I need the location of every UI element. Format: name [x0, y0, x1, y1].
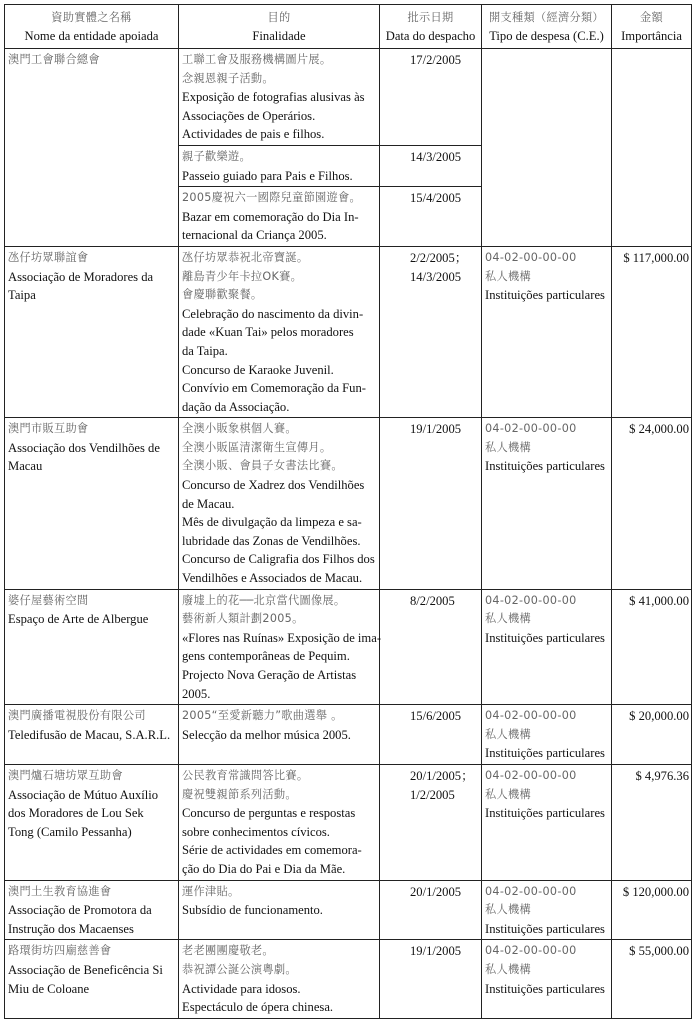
cell-line: 15/4/2005	[410, 191, 462, 206]
cell-line: 2005“至愛新聽力”歌曲選舉 。	[182, 709, 343, 723]
purpose-cell	[179, 764, 380, 880]
table-row	[5, 49, 692, 146]
table-row	[5, 880, 692, 940]
cell-line: 2005.	[182, 686, 211, 701]
cell-line: Associação dos Vendilhões de	[8, 440, 160, 455]
cell-line: 氹仔坊眾聯誼會	[8, 250, 89, 264]
table-row	[5, 764, 692, 880]
cell-line: Celebração do nascimento da divin-	[182, 306, 364, 321]
cell-line: 廢墟上的花──北京當代圖像展。	[182, 593, 346, 607]
cell-line: 澳門土生教育協進會	[8, 884, 112, 898]
cell-line: Convívio em Comemoração da Fun-	[182, 381, 366, 396]
header-pt: Nome da entidade apoiada	[24, 29, 159, 43]
table-row	[5, 705, 692, 765]
type-cell	[482, 764, 612, 880]
cell-line: 2/2/2005；	[410, 250, 468, 265]
type-cell	[482, 49, 612, 247]
purpose-cell	[179, 940, 380, 1018]
cell-line: ternacional da Criança 2005.	[182, 228, 327, 243]
cell-line: 會慶聯歡聚餐。	[182, 288, 263, 302]
cell-line: de Macau.	[182, 496, 235, 511]
cell-line: Associação de Promotora da	[8, 903, 152, 918]
cell-line: Concurso de Caligrafia dos Filhos dos	[182, 552, 375, 567]
cell-line: 04-02-00-00-00	[485, 884, 577, 898]
purpose-cell	[179, 246, 380, 417]
cell-line: lubridade das Zonas de Vendilhões.	[182, 533, 361, 548]
type-cell	[482, 705, 612, 765]
table-row	[5, 418, 692, 589]
entity-cell	[5, 705, 179, 765]
header-zh: 開支種類（經濟分類）	[489, 11, 604, 24]
cell-line: 04-02-00-00-00	[485, 593, 577, 607]
cell-line: 19/1/2005	[410, 422, 462, 437]
cell-line: Bazar em comemoração do Dia In-	[182, 209, 359, 224]
amount-cell	[612, 589, 692, 705]
amount-value: $ 41,000.00	[629, 593, 689, 608]
cell-line: Teledifusão de Macau, S.A.R.L.	[8, 727, 171, 742]
cell-line: 私人機構	[485, 269, 531, 283]
amount-value: $ 20,000.00	[629, 709, 689, 724]
cell-line: Actividades de pais e filhos.	[182, 127, 325, 142]
cell-line: 離島青少年卡拉OK賽。	[182, 269, 303, 283]
cell-line: 氹仔坊眾恭祝北帝寶誕。	[182, 250, 309, 264]
cell-line: Projecto Nova Geração de Artistas	[182, 668, 357, 682]
amount-cell	[612, 49, 692, 247]
cell-line: Passeio guiado para Pais e Filhos.	[182, 168, 353, 183]
header-pt: Tipo de despesa (C.E.)	[489, 29, 604, 43]
date-cell	[380, 764, 482, 880]
purpose-cell	[179, 705, 380, 765]
cell-line: 工聯工會及服務機構圖片展。	[182, 53, 332, 66]
cell-line: 14/3/2005	[410, 149, 462, 164]
cell-line: 私人機構	[485, 962, 531, 976]
amount-cell	[612, 940, 692, 1018]
purpose-cell	[179, 49, 380, 146]
date-cell	[380, 246, 482, 417]
cell-line: gens contemporâneas de Pequim.	[182, 649, 350, 664]
cell-line: Espaço de Arte de Albergue	[8, 612, 149, 627]
cell-line: 20/1/2005	[410, 884, 462, 899]
date-cell	[380, 880, 482, 940]
cell-line: Associação de Moradores da	[8, 269, 154, 284]
cell-line: «Flores nas Ruínas» Exposição de ima-	[182, 630, 382, 645]
cell-line: 老老團團慶敬老。	[182, 944, 274, 958]
cell-line: 路環街坊四廟慈善會	[8, 944, 112, 958]
amount-cell	[612, 418, 692, 589]
cell-line: 藝術新人類計劃2005。	[182, 612, 304, 626]
header-row	[5, 5, 692, 49]
amount-cell	[612, 880, 692, 940]
cell-line: Macau	[8, 459, 43, 474]
cell-line: 親子歡樂遊。	[182, 149, 251, 163]
table-row	[5, 940, 692, 1018]
date-cell	[380, 940, 482, 1018]
cell-line: 1/2/2005	[410, 787, 455, 802]
type-cell	[482, 246, 612, 417]
date-cell	[380, 49, 482, 146]
entity-cell	[5, 764, 179, 880]
header-zh: 資助實體之名稱	[51, 11, 132, 24]
amount-value: $ 117,000.00	[623, 250, 689, 265]
subsidy-table	[4, 4, 692, 1019]
cell-line: 私人機構	[485, 440, 531, 454]
cell-line: 澳門廣播電視股份有限公司	[8, 709, 146, 723]
purpose-cell	[179, 880, 380, 940]
purpose-cell	[179, 187, 380, 247]
cell-line: 8/2/2005	[410, 593, 455, 608]
cell-line: Instituições particulares	[485, 746, 605, 761]
cell-line: Associação de Beneficência Si	[8, 962, 163, 977]
table-row	[5, 589, 692, 705]
table-row	[5, 246, 692, 417]
cell-line: 婆仔屋藝術空間	[8, 593, 89, 607]
entity-cell	[5, 49, 179, 247]
cell-line: 全澳小販象棋個人賽。	[182, 422, 297, 436]
amount-value: $ 55,000.00	[629, 944, 689, 959]
cell-line: dade «Kuan Tai» pelos moradores	[182, 325, 354, 340]
purpose-cell	[179, 145, 380, 186]
date-cell	[380, 705, 482, 765]
cell-line: 20/1/2005；	[410, 768, 474, 783]
cell-line: dação da Associação.	[182, 399, 290, 414]
purpose-cell	[179, 418, 380, 589]
header-pt: Finalidade	[252, 29, 306, 43]
cell-line: Taipa	[8, 288, 36, 303]
type-cell	[482, 418, 612, 589]
purpose-cell	[179, 589, 380, 705]
cell-line: 私人機構	[485, 727, 531, 741]
cell-line: 04-02-00-00-00	[485, 709, 577, 723]
header-zh: 批示日期	[407, 11, 454, 24]
cell-line: 恭祝譚公誕公演粵劇。	[182, 962, 297, 976]
cell-line: 私人機構	[485, 903, 531, 917]
cell-line: 04-02-00-00-00	[485, 944, 577, 958]
cell-line: Vendilhões e Associados de Macau.	[182, 571, 363, 586]
cell-line: Instituições particulares	[485, 921, 605, 936]
amount-value: $ 24,000.00	[629, 422, 689, 437]
cell-line: 澳門爐石塘坊眾互助會	[8, 768, 123, 782]
cell-line: Exposição de fotografias alusivas às	[182, 90, 365, 105]
amount-cell	[612, 764, 692, 880]
cell-line: 念親恩親子活動。	[182, 71, 274, 85]
cell-line: Concurso de perguntas e respostas	[182, 806, 356, 821]
cell-line: Subsídio de funcionamento.	[182, 903, 323, 918]
cell-line: Selecção da melhor música 2005.	[182, 727, 351, 742]
cell-line: Instituições particulares	[485, 806, 605, 821]
amount-value: $ 4,976.36	[635, 768, 689, 783]
entity-cell	[5, 418, 179, 589]
cell-line: Concurso de Karaoke Juvenil.	[182, 362, 334, 377]
header-zh: 目的	[267, 11, 291, 24]
cell-line: 04-02-00-00-00	[485, 250, 577, 264]
amount-cell	[612, 705, 692, 765]
header-entity	[5, 5, 179, 49]
cell-line: Instituições particulares	[485, 459, 605, 474]
cell-line: ção do Dia do Pai e Dia da Mãe.	[182, 861, 346, 876]
date-cell	[380, 187, 482, 247]
cell-line: Série de actividades em comemora-	[182, 843, 362, 858]
cell-line: dos Moradores de Lou Sek	[8, 806, 144, 821]
cell-line: Mês de divulgação da limpeza e sa-	[182, 515, 362, 530]
cell-line: 私人機構	[485, 787, 531, 801]
date-cell	[380, 418, 482, 589]
cell-line: 私人機構	[485, 612, 531, 626]
cell-line: 04-02-00-00-00	[485, 768, 577, 782]
cell-line: Associações de Operários.	[182, 108, 316, 123]
header-pt: Data do despacho	[385, 29, 476, 43]
cell-line: 全澳小販、會員子女書法比賽。	[182, 459, 343, 473]
header-type	[482, 5, 612, 49]
cell-line: 15/6/2005	[410, 709, 462, 724]
date-cell	[380, 589, 482, 705]
cell-line: 公民教育常識問答比賽。	[182, 768, 309, 782]
type-cell	[482, 880, 612, 940]
entity-cell	[5, 880, 179, 940]
cell-line: Actividade para idosos.	[182, 981, 301, 996]
cell-line: 17/2/2005	[410, 53, 462, 67]
header-date	[380, 5, 482, 49]
header-zh: 金額	[640, 11, 663, 24]
cell-line: Concurso de Xadrez dos Vendilhões	[182, 478, 365, 493]
cell-line: da Taipa.	[182, 343, 228, 358]
cell-line: Miu de Coloane	[8, 981, 90, 996]
cell-line: 運作津貼。	[182, 884, 240, 898]
cell-line: 04-02-00-00-00	[485, 422, 577, 436]
amount-value: $ 120,000.00	[622, 884, 689, 899]
cell-line: 19/1/2005	[410, 944, 462, 959]
cell-line: 澳門市販互助會	[8, 422, 89, 436]
entity-cell	[5, 589, 179, 705]
cell-line: 2005慶祝六一國際兒童節園遊會。	[182, 191, 362, 205]
cell-line: Instituições particulares	[485, 630, 605, 645]
cell-line: Instrução dos Macaenses	[8, 921, 134, 936]
cell-line: 慶祝雙親節系列活動。	[182, 787, 297, 801]
cell-line: 澳門工會聯合總會	[8, 53, 100, 66]
type-cell	[482, 940, 612, 1018]
cell-line: Instituições particulares	[485, 981, 605, 996]
cell-line: 全澳小販區清潔衛生宣傳月。	[182, 440, 332, 454]
entity-cell	[5, 246, 179, 417]
cell-line: sobre conhecimentos cívicos.	[182, 824, 330, 839]
entity-cell	[5, 940, 179, 1018]
type-cell	[482, 589, 612, 705]
cell-line: Espectáculo de ópera chinesa.	[182, 1000, 334, 1015]
cell-line: 14/3/2005	[410, 269, 462, 284]
cell-line: Tong (Camilo Pessanha)	[8, 824, 132, 839]
header-purpose	[179, 5, 380, 49]
amount-cell	[612, 246, 692, 417]
cell-line: Instituições particulares	[485, 288, 605, 303]
date-cell	[380, 145, 482, 186]
header-amount	[612, 5, 692, 49]
cell-line: Associação de Mútuo Auxílio	[8, 787, 159, 802]
header-pt: Importância	[621, 29, 682, 43]
